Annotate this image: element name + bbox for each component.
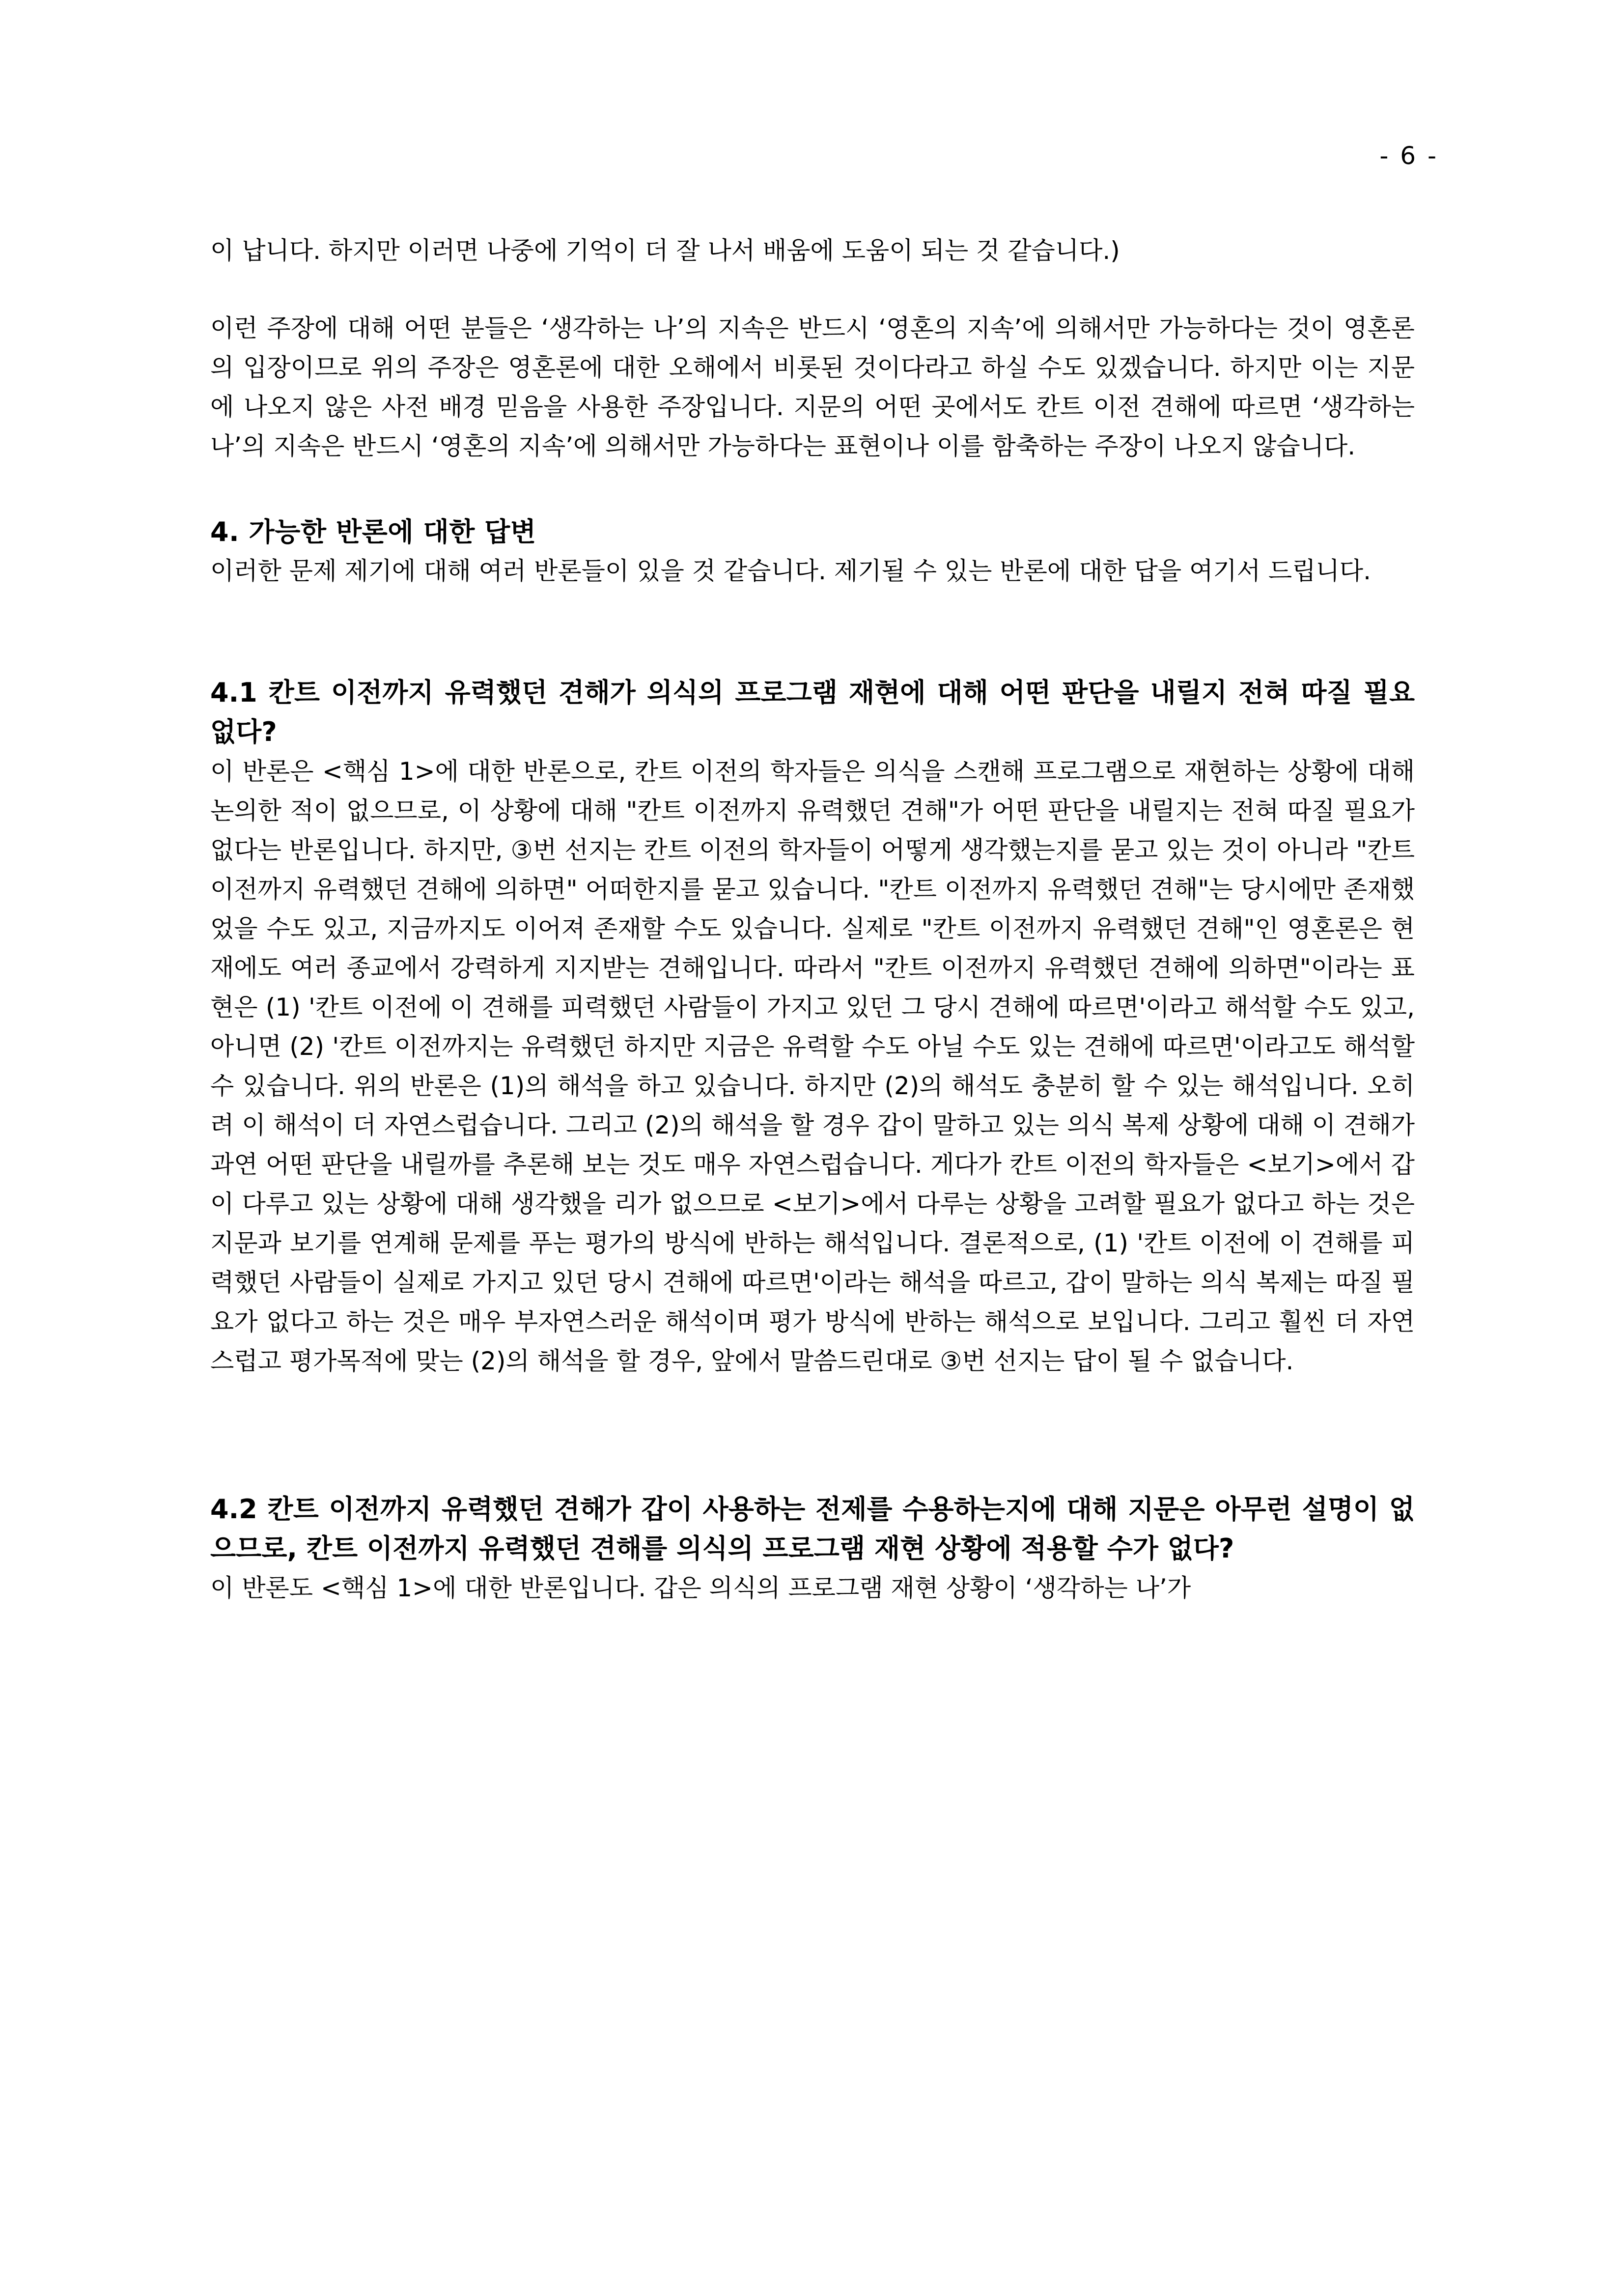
section-heading-4: 4. 가능한 반론에 대한 답변 bbox=[210, 516, 536, 547]
paragraph-objection-reply: 이런 주장에 대해 어떤 분들은 ‘생각하는 나’의 지속은 반드시 ‘영혼의 지속’에 의해서만 가능하다는 것이 영혼론의 입장이므로 위의 주장은 영혼론에 대한 오해에서 비롯된 것이다라고 하실 수도 있겠습니다. 하지만 이는 지문에 나오지 않은 사전 배경 믿음을 사용한 주장입니다. 지문의 어떤 곳에서도 칸트 이전 견해에 따르면 ‘생각하는 나’의 지속은 반드시 ‘영혼의 지속’에 의해서만 가능하다는 표현이나 이를 함축하는 주장이 나오지 않습니다. bbox=[210, 314, 1415, 460]
section-4-1-body: 이 반론은 <핵심 1>에 대한 반론으로, 칸트 이전의 학자들은 의식을 스캔해 프로그램으로 재현하는 상황에 대해 논의한 적이 없으므로, 이 상황에 대해 "칸트 이전까지 유력했던 견해"가 어떤 판단을 내릴지는 전혀 따질 필요가 없다는 반론입니다. 하지만, ③번 선지는 칸트 이전의 학자들이 어떻게 생각했는지를 묻고 있는 것이 아니라 "칸트 이전까지 유력했던 견해에 의하면" 어떠한지를 묻고 있습니다. "칸트 이전까지 유력했던 견해"는 당시에만 존재했었을 수도 있고, 지금까지도 이어져 존재할 수도 있습니다. 실제로 "칸트 이전까지 유력했던 견해"인 영혼론은 현재에도 여러 종교에서 강력하게 지지받는 견해입니다. 따라서 "칸트 이전까지 유력했던 견해에 의하면"이라는 표현은 (1) '칸트 이전에 이 견해를 피력했던 사람들이 가지고 있던 그 당시 견해에 따르면'이라고 해석할 수도 있고, 아니면 (2) '칸트 이전까지는 유력했던 하지만 지금은 유력할 수도 아닐 수도 있는 견해에 따르면'이라고도 해석할 수 있습니다. 위의 반론은 (1)의 해석을 하고 있습니다. 하지만 (2)의 해석도 충분히 할 수 있는 해석입니다. 오히려 이 해석이 더 자연스럽습니다. 그리고 (2)의 해석을 할 경우 갑이 말하고 있는 의식 복제 상황에 대해 이 견해가 과연 어떤 판단을 내릴까를 추론해 보는 것도 매우 자연스럽습니다. 게다가 칸트 이전의 학자들은 <보기>에서 갑이 다루고 있는 상황에 대해 생각했을 리가 없으므로 <보기>에서 다루는 상황을 고려할 필요가 없다고 하는 것은 지문과 보기를 연계해 문제를 푸는 평가의 방식에 반하는 해석입니다. 결론적으로, (1) '칸트 이전에 이 견해를 피력했던 사람들이 실제로 가지고 있던 당시 견해에 따르면'이라는 해석을 따르고, 갑이 말하는 의식 복제는 따질 필요가 없다고 하는 것은 매우 부자연스러운 해석이며 평가 방식에 반하는 해석으로 보입니다. 그리고 훨씬 더 자연스럽고 평가목적에 맞는 (2)의 해석을 할 경우, 앞에서 말씀드린대로 ③번 선지는 답이 될 수 없습니다. bbox=[210, 757, 1415, 1375]
page-number: - 6 - bbox=[1379, 142, 1438, 170]
paragraph-spacer bbox=[210, 270, 1415, 309]
section-4-intro: 이러한 문제 제기에 대해 여러 반론들이 있을 것 같습니다. 제기될 수 있는 반론에 대한 답을 여기서 드립니다. bbox=[210, 557, 1371, 585]
section-spacer bbox=[210, 1381, 1415, 1490]
page-content bbox=[210, 231, 1415, 1608]
section-4-2-body: 이 반론도 <핵심 1>에 대한 반론입니다. 갑은 의식의 프로그램 재현 상황이 ‘생각하는 나’가 bbox=[210, 1574, 1191, 1602]
section-heading-4-1: 4.1 칸트 이전까지 유력했던 견해가 의식의 프로그램 재현에 대해 어떤 판단을 내릴지 전혀 따질 필요 없다? bbox=[210, 677, 1415, 747]
section-heading-4-2: 4.2 칸트 이전까지 유력했던 견해가 갑이 사용하는 전제를 수용하는지에 대해 지문은 아무런 설명이 없으므로, 칸트 이전까지 유력했던 견해를 의식의 프로그램 재현 상황에 적용할 수가 없다? bbox=[210, 1494, 1415, 1564]
section-spacer bbox=[210, 591, 1415, 673]
section-spacer bbox=[210, 466, 1415, 513]
paragraph-continuation: 이 납니다. 하지만 이러면 나중에 기억이 더 잘 나서 배움에 도움이 되는 것 같습니다.) bbox=[210, 236, 1120, 265]
